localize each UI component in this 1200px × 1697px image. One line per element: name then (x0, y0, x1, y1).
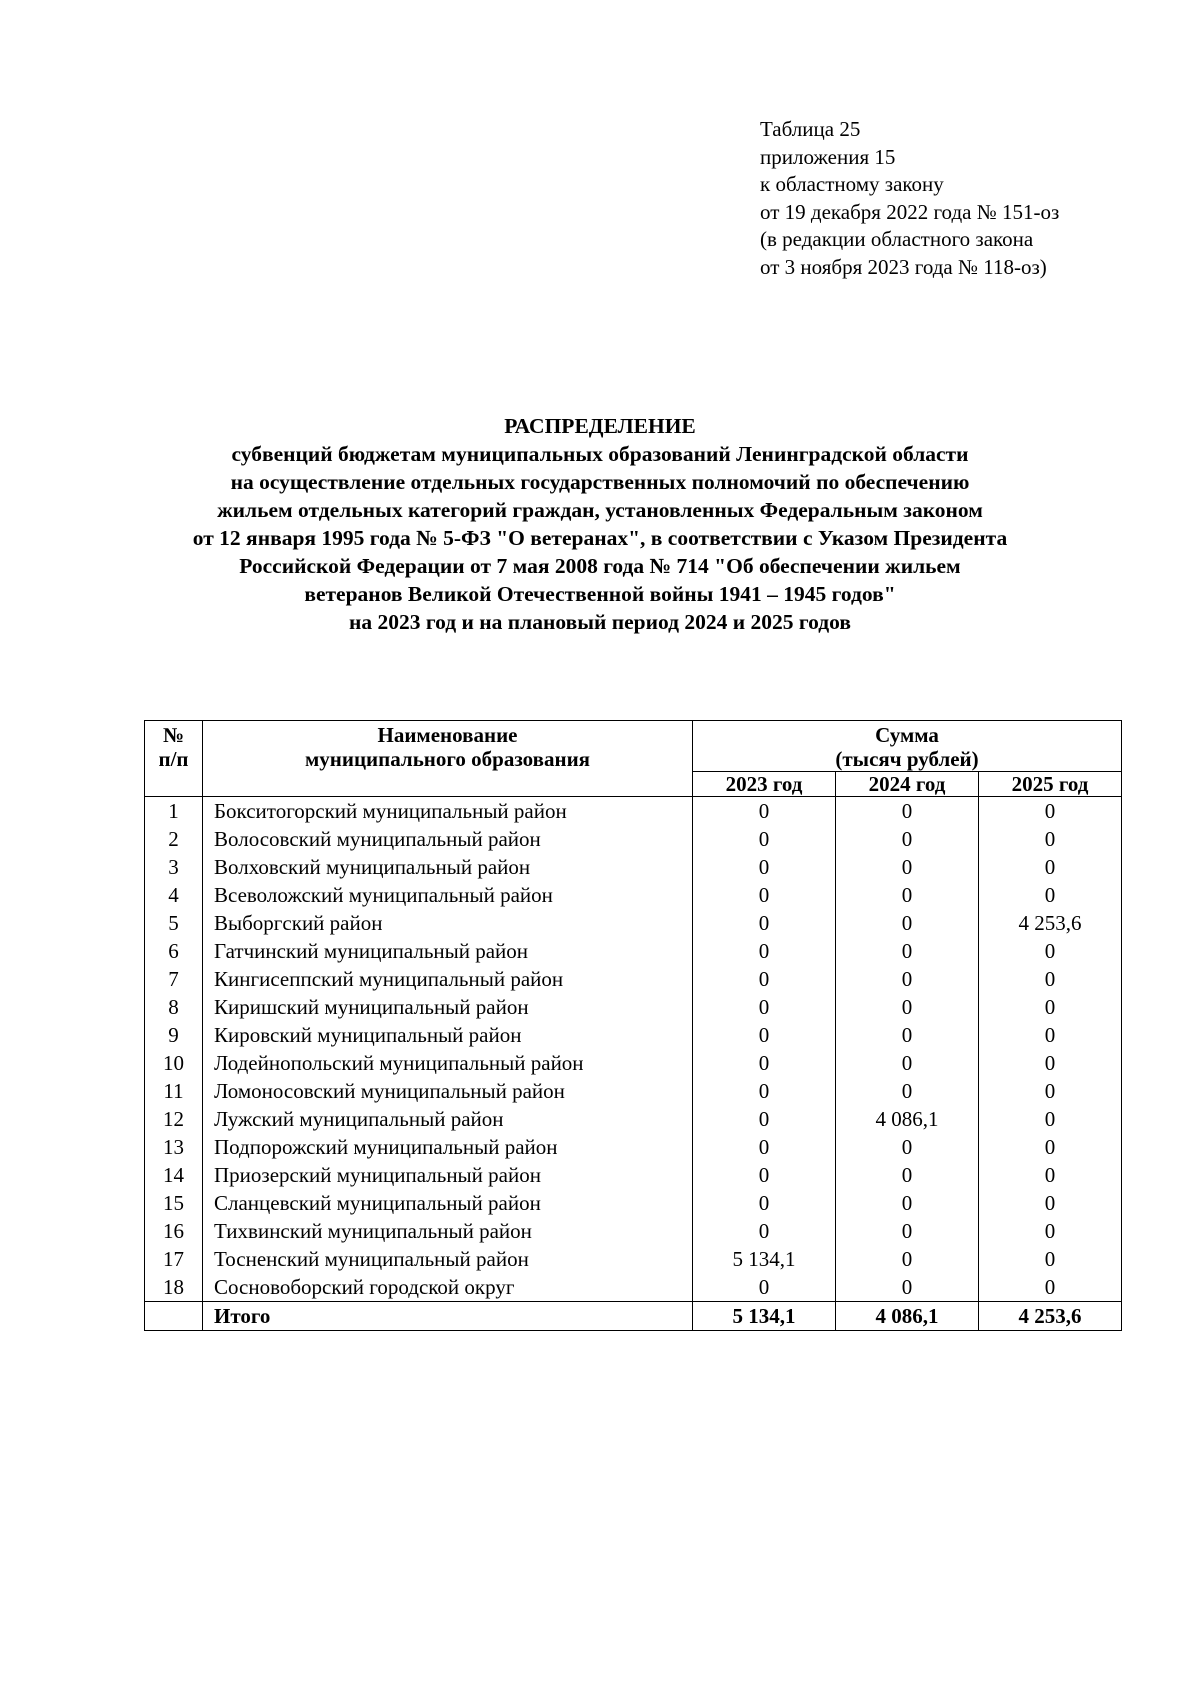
row-name: Приозерский муниципальный район (203, 1161, 693, 1189)
row-name: Выборгский район (203, 909, 693, 937)
row-value-2025: 0 (979, 881, 1122, 909)
header-name-line1: Наименование (377, 723, 518, 747)
row-value-2025: 0 (979, 825, 1122, 853)
document-title-line: РАСПРЕДЕЛЕНИЕ (504, 414, 696, 438)
document-title-line: Российской Федерации от 7 мая 2008 года № 714 "Об обеспечении жильем (239, 554, 961, 578)
header-sum (693, 721, 1122, 772)
table-header (145, 721, 1122, 797)
row-number: 18 (145, 1273, 203, 1302)
header-year-2023: 2023 год (693, 772, 836, 797)
header-note (760, 116, 1059, 282)
row-value-2025: 0 (979, 993, 1122, 1021)
row-value-2024: 0 (836, 1077, 979, 1105)
row-name: Подпорожский муниципальный район (203, 1133, 693, 1161)
row-name: Киришский муниципальный район (203, 993, 693, 1021)
row-number: 14 (145, 1161, 203, 1189)
header-note-line: от 3 ноября 2023 года № 118-оз) (760, 254, 1047, 279)
table-row (145, 1105, 1122, 1133)
document-title-line: субвенций бюджетам муниципальных образований Ленинградской области (231, 442, 969, 466)
row-value-2023: 0 (693, 1273, 836, 1302)
row-value-2025: 0 (979, 965, 1122, 993)
document-title (120, 412, 1080, 636)
row-value-2024: 0 (836, 937, 979, 965)
header-note-line: (в редакции областного закона (760, 227, 1034, 252)
header-year-2024: 2024 год (836, 772, 979, 797)
row-number: 8 (145, 993, 203, 1021)
row-value-2023: 0 (693, 1161, 836, 1189)
total-value-2023: 5 134,1 (693, 1302, 836, 1331)
table-row (145, 825, 1122, 853)
row-name: Всеволожский муниципальный район (203, 881, 693, 909)
total-value-2024: 4 086,1 (836, 1302, 979, 1331)
document-title-line: на осуществление отдельных государственных полномочий по обеспечению (230, 470, 970, 494)
row-value-2025: 4 253,6 (979, 909, 1122, 937)
table-row (145, 965, 1122, 993)
row-number: 13 (145, 1133, 203, 1161)
document-title-line: на 2023 год и на плановый период 2024 и 2025 годов (349, 610, 851, 634)
row-value-2023: 0 (693, 797, 836, 826)
header-number-line2: п/п (158, 747, 189, 771)
row-value-2024: 4 086,1 (836, 1105, 979, 1133)
table-row (145, 1049, 1122, 1077)
header-note-line: от 19 декабря 2022 года № 151-оз (760, 199, 1060, 224)
row-name: Лужский муниципальный район (203, 1105, 693, 1133)
row-value-2025: 0 (979, 1273, 1122, 1302)
row-value-2023: 0 (693, 881, 836, 909)
row-value-2025: 0 (979, 1189, 1122, 1217)
row-number: 1 (145, 797, 203, 826)
total-number (145, 1302, 203, 1331)
header-number (145, 721, 203, 797)
header-note-line: Таблица 25 (760, 117, 861, 141)
row-value-2023: 0 (693, 1189, 836, 1217)
row-value-2023: 0 (693, 825, 836, 853)
row-value-2025: 0 (979, 1245, 1122, 1273)
row-value-2023: 0 (693, 1049, 836, 1077)
document-title-line: от 12 января 1995 года № 5-ФЗ "О ветеранах", в соответствии с Указом Президента (192, 526, 1008, 550)
row-value-2023: 0 (693, 1133, 836, 1161)
document-title-line: ветеранов Великой Отечественной войны 1941 – 1945 годов" (304, 582, 896, 606)
header-sum-line2: (тысяч рублей) (835, 747, 979, 771)
row-value-2024: 0 (836, 1161, 979, 1189)
row-value-2023: 0 (693, 1021, 836, 1049)
table-row (145, 1273, 1122, 1302)
row-value-2023: 0 (693, 1105, 836, 1133)
row-number: 2 (145, 825, 203, 853)
row-value-2025: 0 (979, 1133, 1122, 1161)
row-name: Волосовский муниципальный район (203, 825, 693, 853)
row-value-2024: 0 (836, 1273, 979, 1302)
row-value-2025: 0 (979, 1077, 1122, 1105)
table-row (145, 1217, 1122, 1245)
row-value-2025: 0 (979, 1161, 1122, 1189)
row-value-2024: 0 (836, 825, 979, 853)
row-number: 16 (145, 1217, 203, 1245)
row-number: 6 (145, 937, 203, 965)
row-value-2023: 5 134,1 (693, 1245, 836, 1273)
row-name: Лодейнопольский муниципальный район (203, 1049, 693, 1077)
row-value-2023: 0 (693, 1217, 836, 1245)
table-row (145, 881, 1122, 909)
row-value-2024: 0 (836, 797, 979, 826)
row-value-2024: 0 (836, 993, 979, 1021)
row-value-2025: 0 (979, 1217, 1122, 1245)
row-number: 9 (145, 1021, 203, 1049)
distribution-table (144, 720, 1122, 1331)
row-value-2024: 0 (836, 909, 979, 937)
row-value-2025: 0 (979, 797, 1122, 826)
total-label: Итого (203, 1302, 693, 1331)
row-value-2024: 0 (836, 1133, 979, 1161)
row-value-2025: 0 (979, 1105, 1122, 1133)
row-number: 5 (145, 909, 203, 937)
row-number: 17 (145, 1245, 203, 1273)
total-value-2025: 4 253,6 (979, 1302, 1122, 1331)
row-name: Бокситогорский муниципальный район (203, 797, 693, 826)
row-value-2024: 0 (836, 1049, 979, 1077)
row-value-2024: 0 (836, 1217, 979, 1245)
row-number: 10 (145, 1049, 203, 1077)
row-name: Кингисеппский муниципальный район (203, 965, 693, 993)
row-value-2025: 0 (979, 1021, 1122, 1049)
document-title-line: жильем отдельных категорий граждан, установленных Федеральным законом (217, 498, 983, 522)
table-row (145, 1245, 1122, 1273)
row-value-2023: 0 (693, 1077, 836, 1105)
row-value-2023: 0 (693, 965, 836, 993)
row-value-2023: 0 (693, 937, 836, 965)
table-row (145, 993, 1122, 1021)
row-value-2025: 0 (979, 853, 1122, 881)
row-name: Тосненский муниципальный район (203, 1245, 693, 1273)
row-name: Сосновоборский городской округ (203, 1273, 693, 1302)
row-value-2023: 0 (693, 993, 836, 1021)
row-number: 3 (145, 853, 203, 881)
table-body (145, 797, 1122, 1331)
table-row (145, 909, 1122, 937)
row-value-2024: 0 (836, 1021, 979, 1049)
row-name: Волховский муниципальный район (203, 853, 693, 881)
header-note-line: к областному закону (760, 172, 944, 197)
row-number: 7 (145, 965, 203, 993)
row-name: Гатчинский муниципальный район (203, 937, 693, 965)
row-value-2024: 0 (836, 853, 979, 881)
header-name (203, 721, 693, 797)
row-name: Кировский муниципальный район (203, 1021, 693, 1049)
row-value-2025: 0 (979, 1049, 1122, 1077)
table-row (145, 797, 1122, 826)
row-value-2024: 0 (836, 881, 979, 909)
header-sum-line1: Сумма (875, 723, 939, 747)
row-value-2024: 0 (836, 1189, 979, 1217)
row-value-2025: 0 (979, 937, 1122, 965)
header-name-line2: муниципального образования (304, 747, 591, 771)
row-number: 4 (145, 881, 203, 909)
header-note-line: приложения 15 (760, 144, 896, 169)
table-row (145, 1189, 1122, 1217)
table-header-row (145, 721, 1122, 772)
row-number: 11 (145, 1077, 203, 1105)
row-value-2024: 0 (836, 1245, 979, 1273)
row-value-2023: 0 (693, 909, 836, 937)
row-number: 12 (145, 1105, 203, 1133)
table-row (145, 937, 1122, 965)
table-row (145, 1133, 1122, 1161)
table-row (145, 1077, 1122, 1105)
row-number: 15 (145, 1189, 203, 1217)
table-row (145, 1161, 1122, 1189)
header-number-line1: № (162, 723, 185, 747)
row-name: Ломоносовский муниципальный район (203, 1077, 693, 1105)
row-name: Сланцевский муниципальный район (203, 1189, 693, 1217)
table-total-row (145, 1302, 1122, 1331)
header-year-2025: 2025 год (979, 772, 1122, 797)
row-name: Тихвинский муниципальный район (203, 1217, 693, 1245)
table-row (145, 1021, 1122, 1049)
row-value-2023: 0 (693, 853, 836, 881)
table-row (145, 853, 1122, 881)
row-value-2024: 0 (836, 965, 979, 993)
